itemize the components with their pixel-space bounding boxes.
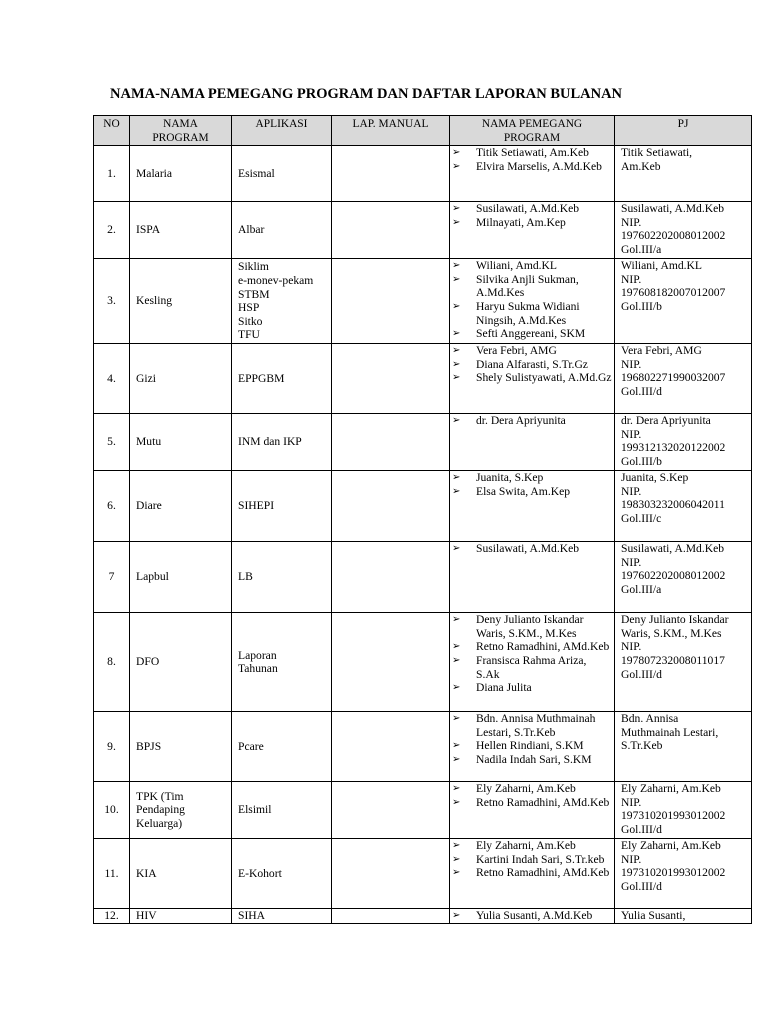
aplikasi-line: HSP [238,301,260,315]
holder-name: Susilawati, A.Md.Keb [476,202,580,216]
program-name-cell [130,259,232,344]
holders-cell [450,146,615,202]
arrow-bullet-icon: ➢ [452,160,461,172]
table-row [94,202,752,259]
pj-line: Deny Julianto Iskandar [621,613,729,627]
aplikasi-line: SIHEPI [238,499,275,513]
pj-line: Ely Zaharni, Am.Keb [621,839,721,853]
program-name-line: Mutu [136,435,162,449]
pj-cell [615,839,752,909]
holder-item [452,853,612,867]
pj-line: Gol.III/a [621,582,662,596]
program-table [93,115,752,924]
row-number: 3. [94,259,130,344]
holder-item [452,542,612,556]
pj-line: 199312132020122002 [621,441,726,455]
program-name-line: HIV [136,909,157,923]
pj-line: Vera Febri, AMG [621,344,702,358]
pj-line: Gol.III/c [621,511,662,525]
holders-list [452,414,612,428]
holder-name: Sefti Anggereani, SKM [476,327,586,341]
holder-name: Retno Ramadhini, AMd.Keb [476,795,610,809]
holder-item [452,782,612,796]
pj-line: Yulia Susanti, [621,909,686,923]
holders-cell [450,613,615,712]
aplikasi-line: e-monev-pekam [238,274,314,287]
holder-item [452,160,612,174]
pj-cell [615,909,752,924]
arrow-bullet-icon: ➢ [452,358,461,370]
aplikasi-line: Albar [238,223,265,237]
aplikasi-line: LB [238,570,253,584]
holder-name: Juanita, S.Kep [476,471,544,485]
row-number: 1. [94,146,130,202]
arrow-bullet-icon: ➢ [452,300,461,312]
holder-item [452,300,612,327]
pj-line: dr. Dera Apriyunita [621,414,711,428]
holder-name: Elvira Marselis, A.Md.Keb [476,159,602,173]
lap-manual-cell [332,471,450,542]
aplikasi-cell [232,146,332,202]
holder-name: Diana Alfarasti, S.Tr.Gz [476,357,588,371]
table-row [94,414,752,471]
program-name-line: Keluarga) [136,816,183,830]
lap-manual-cell [332,613,450,712]
col-header-lap-manual: LAP. MANUAL [332,116,450,146]
program-name-line: TPK (Tim [136,789,184,803]
holder-name: Vera Febri, AMG [476,344,557,358]
row-number: 4. [94,344,130,414]
holder-item [452,866,612,880]
col-header-nama-program: NAMA PROGRAM [130,116,232,146]
table-row [94,259,752,344]
pj-line: 197602202008012002 [621,569,726,583]
program-name-line: ISPA [136,223,161,237]
holders-list [452,471,612,498]
program-name-line: BPJS [136,739,162,753]
program-name-line: Kesling [136,294,173,308]
holder-item [452,259,612,273]
holder-name: Nadila Indah Sari, S.KM [476,752,592,766]
aplikasi-line: Sitko [238,314,263,328]
lap-manual-cell [332,344,450,414]
lap-manual-cell [332,259,450,344]
table-row [94,344,752,414]
holders-list [452,344,612,385]
col-header-no: NO [94,116,130,146]
arrow-bullet-icon: ➢ [452,216,461,228]
holder-item [452,753,612,767]
program-name-line: Lapbul [136,570,169,584]
arrow-bullet-icon: ➢ [452,853,461,865]
lap-manual-cell [332,202,450,259]
lap-manual-cell [332,146,450,202]
arrow-bullet-icon: ➢ [452,614,461,626]
holder-item [452,739,612,753]
lap-manual-cell [332,542,450,613]
holder-name: dr. Dera Apriyunita [476,414,566,428]
holder-item [452,202,612,216]
pj-cell [615,344,752,414]
arrow-bullet-icon: ➢ [452,260,461,272]
pj-line: 196802271990032007 [621,371,726,385]
arrow-bullet-icon: ➢ [452,147,461,159]
program-name-cell [130,414,232,471]
aplikasi-cell [232,613,332,712]
pj-line: NIP. [621,272,642,286]
holder-name: Elsa Swita, Am.Kep [476,484,571,498]
pj-line: NIP. [621,640,642,654]
program-name-cell [130,542,232,613]
holder-name: Milnayati, Am.Kep [476,215,566,229]
pj-line: 198303232006042011 [621,498,725,512]
pj-line: 197608182007012007 [621,286,726,300]
holders-cell [450,202,615,259]
table-row [94,909,752,924]
pj-cell [615,613,752,712]
holders-cell [450,414,615,471]
holder-item [452,344,612,358]
pj-cell [615,471,752,542]
arrow-bullet-icon: ➢ [452,203,461,215]
arrow-bullet-icon: ➢ [452,654,461,666]
pj-line: Wiliani, Amd.KL [621,259,703,273]
arrow-bullet-icon: ➢ [452,485,461,497]
holder-name: Haryu Sukma Widiani Ningsih, A.Md.Kes [476,299,580,327]
holders-cell [450,542,615,613]
holder-name: Wiliani, Amd.KL [476,259,558,273]
lap-manual-cell [332,712,450,782]
aplikasi-line: Elsimil [238,803,272,817]
holders-cell [450,909,615,924]
holders-list [452,712,612,766]
pj-line: Juanita, S.Kep [621,471,689,485]
pj-line: Gol.III/b [621,454,662,468]
program-name-line: DFO [136,655,160,669]
arrow-bullet-icon: ➢ [452,415,461,427]
row-number: 7 [94,542,130,613]
aplikasi-cell [232,344,332,414]
holder-item [452,654,612,681]
arrow-bullet-icon: ➢ [452,372,461,384]
holder-name: Susilawati, A.Md.Keb [476,542,580,556]
holders-list [452,202,612,229]
holders-list [452,909,612,923]
holders-cell [450,782,615,839]
arrow-bullet-icon: ➢ [452,753,461,765]
pj-cell [615,202,752,259]
arrow-bullet-icon: ➢ [452,273,461,285]
pj-line: NIP. [621,427,642,441]
pj-line: 197807232008011017 [621,653,725,667]
aplikasi-cell [232,839,332,909]
arrow-bullet-icon: ➢ [452,910,461,922]
pj-line: Susilawati, A.Md.Keb [621,542,725,556]
pj-cell [615,414,752,471]
holder-item [452,485,612,499]
holder-name: Silvika Anjli Sukman, A.Md.Kes [476,272,579,300]
program-name-cell [130,613,232,712]
arrow-bullet-icon: ➢ [452,641,461,653]
holders-cell [450,259,615,344]
row-number: 2. [94,202,130,259]
holder-name: Deny Julianto Iskandar Waris, S.KM., M.Kes [476,613,584,640]
col-header-nama-pemegang: NAMA PEMEGANG PROGRAM [450,116,615,146]
program-name-cell [130,712,232,782]
pj-cell [615,782,752,839]
pj-line: NIP. [621,852,642,866]
aplikasi-line: Laporan [238,648,277,662]
holders-cell [450,344,615,414]
program-name-line: KIA [136,866,157,880]
lap-manual-cell [332,414,450,471]
holder-name: Hellen Rindiani, S.KM [476,739,584,753]
row-number: 6. [94,471,130,542]
aplikasi-cell [232,259,332,344]
program-name-line: Pendaping [136,803,185,817]
holder-item [452,414,612,428]
col-header-aplikasi: APLIKASI [232,116,332,146]
holder-item [452,273,612,300]
table-row [94,613,752,712]
aplikasi-line: E-Kohort [238,866,282,880]
arrow-bullet-icon: ➢ [452,345,461,357]
pj-line: NIP. [621,357,642,371]
holder-item [452,371,612,385]
table-row [94,782,752,839]
pj-line: Waris, S.KM., M.Kes [621,626,722,640]
holder-item [452,358,612,372]
document-title: NAMA-NAMA PEMEGANG PROGRAM DAN DAFTAR LAPORAN BULANAN [110,86,623,102]
program-name-cell [130,782,232,839]
holder-name: Bdn. Annisa Muthmainah Lestari, S.Tr.Keb [476,712,596,739]
table-header-row [94,116,752,146]
table-row [94,471,752,542]
pj-line: Titik Setiawati, [621,146,693,160]
arrow-bullet-icon: ➢ [452,840,461,852]
arrow-bullet-icon: ➢ [452,682,461,694]
aplikasi-line: EPPGBM [238,371,285,385]
pj-line: NIP. [621,795,642,809]
pj-line: Gol.III/d [621,667,662,681]
col-header-pj: PJ [615,116,752,146]
row-number: 11. [94,839,130,909]
pj-line: Gol.III/b [621,299,662,313]
holder-name: Diana Julita [476,681,532,695]
pj-line: S.Tr.Keb [621,739,663,753]
holders-list [452,542,612,556]
pj-line: Gol.III/d [621,822,662,836]
pj-line: NIP. [621,555,642,569]
aplikasi-line: STBM [238,287,270,301]
pj-line: Ely Zaharni, Am.Keb [621,782,721,796]
aplikasi-cell [232,782,332,839]
table-row [94,839,752,909]
holder-name: Titik Setiawati, Am.Keb [476,146,589,160]
aplikasi-line: TFU [238,328,260,342]
row-number: 5. [94,414,130,471]
row-number: 12. [94,909,130,924]
holders-list [452,146,612,173]
holder-item [452,909,612,923]
program-name-line: Malaria [136,166,173,180]
pj-line: Muthmainah Lestari, [621,725,719,739]
holders-list [452,839,612,880]
holders-list [452,613,612,695]
program-name-cell [130,146,232,202]
lap-manual-cell [332,909,450,924]
arrow-bullet-icon: ➢ [452,796,461,808]
holder-item [452,471,612,485]
holder-item [452,327,612,341]
program-name-cell [130,471,232,542]
program-name-line: Diare [136,499,162,513]
holder-name: Ely Zaharni, Am.Keb [476,839,576,853]
holder-name: Yulia Susanti, A.Md.Keb [476,909,593,923]
aplikasi-cell [232,712,332,782]
aplikasi-cell [232,471,332,542]
program-name-line: Gizi [136,371,156,385]
holder-name: Fransisca Rahma Ariza, S.Ak [476,653,587,681]
lap-manual-cell [332,839,450,909]
arrow-bullet-icon: ➢ [452,783,461,795]
holder-name: Kartini Indah Sari, S.Tr.keb [476,852,605,866]
table-body [94,146,752,924]
table-row [94,712,752,782]
holders-list [452,259,612,341]
aplikasi-cell [232,202,332,259]
holder-name: Retno Ramadhini, AMd.Keb [476,640,610,654]
aplikasi-cell [232,414,332,471]
program-name-cell [130,909,232,924]
holder-item [452,613,612,640]
holder-name: Ely Zaharni, Am.Keb [476,782,576,796]
arrow-bullet-icon: ➢ [452,472,461,484]
row-number: 9. [94,712,130,782]
program-name-cell [130,344,232,414]
row-number: 8. [94,613,130,712]
row-number: 10. [94,782,130,839]
arrow-bullet-icon: ➢ [452,713,461,725]
lap-manual-cell [332,782,450,839]
program-name-cell [130,839,232,909]
aplikasi-line: SIHA [238,909,266,923]
pj-line: Gol.III/d [621,384,662,398]
holder-item [452,839,612,853]
holder-item [452,640,612,654]
arrow-bullet-icon: ➢ [452,543,461,555]
arrow-bullet-icon: ➢ [452,740,461,752]
pj-cell [615,259,752,344]
table-row [94,146,752,202]
pj-line: 197310201993012002 [621,866,726,880]
holder-item [452,796,612,810]
holder-item [452,681,612,695]
holders-list [452,782,612,809]
holder-item [452,146,612,160]
pj-line: 197602202008012002 [621,229,726,243]
holders-cell [450,471,615,542]
holder-item [452,216,612,230]
pj-cell [615,146,752,202]
holder-name: Shely Sulistyawati, A.Md.Gz [476,371,612,385]
arrow-bullet-icon: ➢ [452,328,461,340]
aplikasi-cell [232,542,332,613]
arrow-bullet-icon: ➢ [452,867,461,879]
table-row [94,542,752,613]
pj-line: Gol.III/a [621,242,662,256]
pj-line: NIP. [621,215,642,229]
holders-cell [450,712,615,782]
pj-cell [615,542,752,613]
holders-cell [450,839,615,909]
aplikasi-line: Tahunan [238,662,278,676]
pj-line: Gol.III/d [621,879,662,893]
aplikasi-cell [232,909,332,924]
holder-name: Retno Ramadhini, AMd.Keb [476,866,610,880]
pj-line: NIP. [621,484,642,498]
pj-line: Am.Keb [621,159,661,173]
pj-line: Bdn. Annisa [621,712,679,726]
pj-line: Susilawati, A.Md.Keb [621,202,725,216]
pj-line: 197310201993012002 [621,809,726,823]
aplikasi-line: Esismal [238,166,275,180]
aplikasi-line: Pcare [238,739,264,753]
holder-item [452,712,612,739]
program-name-cell [130,202,232,259]
aplikasi-line: Siklim [238,260,269,274]
aplikasi-line: INM dan IKP [238,435,302,449]
pj-cell [615,712,752,782]
